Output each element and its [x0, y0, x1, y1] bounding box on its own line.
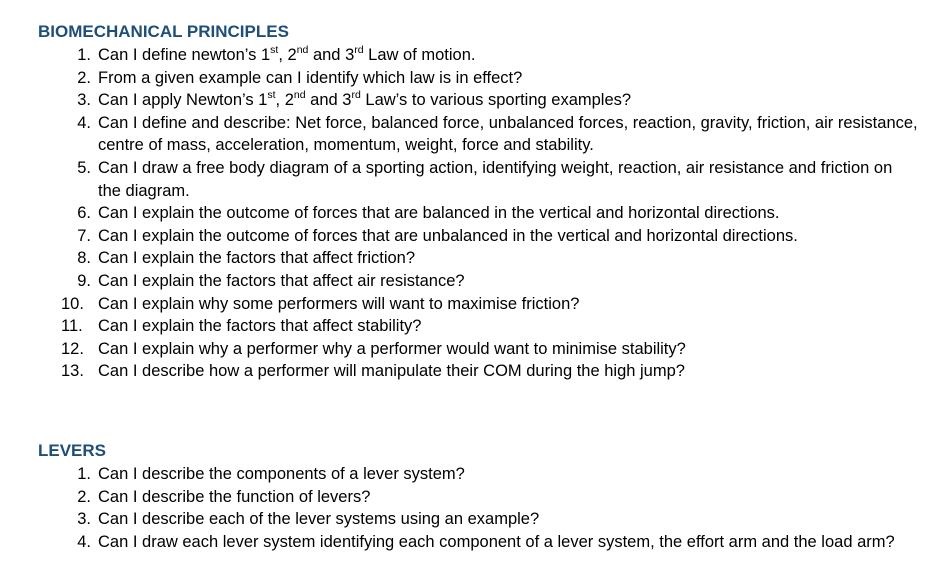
item-number: 12. — [61, 339, 84, 358]
item-text: Can I explain the factors that affect friction? — [98, 249, 416, 268]
item-number: 1. — [77, 46, 91, 64]
list-item — [38, 112, 918, 157]
levers-section — [38, 441, 918, 553]
item-number: 5. — [77, 158, 91, 177]
section-heading: BIOMECHANICAL PRINCIPLES — [38, 22, 289, 41]
item-text: Can I draw each lever system identifying each component of a lever system, the effort arm and the load arm? — [98, 532, 895, 551]
item-number: 8. — [77, 249, 91, 268]
item-number: 2. — [77, 487, 91, 506]
list-item — [38, 531, 918, 554]
list-item — [38, 315, 918, 338]
item-number: 9. — [77, 271, 91, 290]
section-heading: LEVERS — [38, 441, 107, 460]
list-item — [38, 247, 918, 270]
list-item — [38, 202, 918, 225]
list-item — [38, 338, 918, 361]
item-number: 2. — [77, 68, 91, 87]
item-text: Can I explain the factors that affect air resistance? — [98, 271, 465, 290]
item-number: 1. — [77, 465, 91, 483]
list-item — [38, 225, 918, 248]
item-text: Can I define and describe: Net force, balanced force, unbalanced forces, reaction, gravity, friction, air resistance, centre of mass, acceleration, momentum, weight, force and stability. — [98, 113, 918, 155]
item-text: Can I explain the outcome of forces that are unbalanced in the vertical and horizontal directions. — [98, 226, 798, 245]
item-text: Can I describe the components of a lever system? — [98, 465, 465, 483]
item-number: 6. — [77, 204, 91, 223]
list-item: 3. Can I apply Newton’s 1st, 2nd and 3rd Law’s to various sporting examples? — [38, 89, 918, 112]
list-item — [38, 360, 918, 383]
item-text: Can I explain why some performers will want to maximise friction? — [98, 294, 580, 313]
question-list — [38, 463, 918, 553]
item-number: 3. — [77, 510, 91, 529]
item-number: 13. — [61, 362, 84, 381]
item-text: Can I explain the factors that affect stability? — [98, 317, 422, 336]
item-number: 11. — [61, 317, 83, 336]
list-item — [38, 157, 918, 202]
item-text: Can I describe each of the lever systems using an example? — [98, 510, 540, 529]
list-item — [38, 508, 918, 531]
list-item — [38, 293, 918, 316]
item-number: 4. — [77, 532, 91, 551]
list-item — [38, 463, 918, 486]
item-number: 10. — [61, 294, 84, 313]
item-number: 7. — [77, 226, 91, 245]
item-text: Can I explain why a performer why a performer would want to minimise stability? — [98, 339, 686, 358]
biomechanical-principles-section — [38, 22, 918, 383]
item-number: 3. — [77, 91, 91, 110]
item-text: Can I describe how a performer will manipulate their COM during the high jump? — [98, 362, 685, 381]
item-text: From a given example can I identify which law is in effect? — [98, 68, 523, 87]
list-item — [38, 486, 918, 509]
item-text: Can I draw a free body diagram of a sporting action, identifying weight, reaction, air resistance and friction on the diagram. — [98, 158, 893, 200]
list-item — [38, 270, 918, 293]
item-text: Can I describe the function of levers? — [98, 487, 371, 506]
item-text: Can I explain the outcome of forces that are balanced in the vertical and horizontal directions. — [98, 204, 780, 223]
item-number: 4. — [77, 113, 91, 132]
question-list — [38, 44, 918, 383]
list-item — [38, 67, 918, 90]
list-item: 1. Can I define newton’s 1st, 2nd and 3rd Law of motion. — [38, 44, 918, 67]
